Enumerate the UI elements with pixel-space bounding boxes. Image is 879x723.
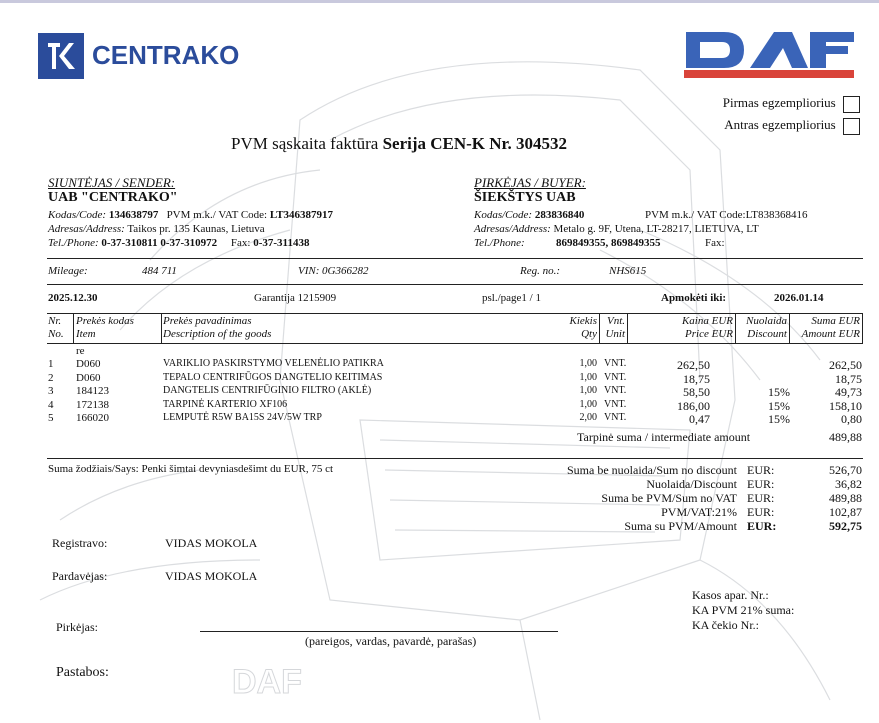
sender-address-label: Adresas/Address: [48, 223, 125, 235]
th-code-lt: Prekės kodas [76, 315, 134, 327]
th-disc-en: Discount [747, 328, 787, 340]
cell-code: 166020 [76, 412, 109, 424]
th-code-en: Item [76, 328, 96, 340]
cell-sum: 262,50 [829, 358, 862, 372]
due-label: Apmokėti iki: [661, 292, 727, 304]
total-cur: EUR: [747, 519, 777, 533]
th-qty-lt: Kiekis [569, 315, 597, 327]
buyer-fax-label: Fax: [705, 237, 725, 249]
cell-price: 186,00 [677, 398, 710, 413]
cell-desc: DANGTELIS CENTRIFŪGINIO FILTRO (AKLĖ) [163, 385, 372, 396]
cell-code: D060 [76, 371, 101, 384]
invoice-series: Serija CEN-K Nr. 304532 [382, 134, 568, 153]
total-label: Nuolaida/Discount [646, 477, 737, 491]
total-cur: EUR: [747, 491, 775, 505]
registered-label: Registravo: [52, 536, 108, 550]
total-value: 526,70 [829, 463, 862, 477]
cell-unit: VNT. [604, 412, 627, 423]
sender-phone-label: Tel./Phone: [48, 237, 99, 249]
seller-name: VIDAS MOKOLA [165, 569, 258, 583]
centrako-emblem-icon [38, 33, 84, 79]
buyer-code-line [474, 209, 584, 221]
th-disc-lt: Nuolaida [746, 315, 787, 327]
th-sum-en: Amount EUR [801, 328, 860, 340]
buyer-vat: LT838368416 [745, 209, 808, 221]
daf-watermark: DAF [232, 663, 302, 701]
buyer-vat-label: PVM m.k./ VAT Code: [645, 209, 746, 221]
col-sep-7 [862, 313, 863, 343]
cell-qty: 1,00 [579, 385, 597, 396]
copy-second [724, 117, 860, 135]
sender-code-line [48, 209, 333, 221]
cell-sum: 158,10 [829, 398, 862, 413]
th-nr-en: No. [48, 328, 64, 340]
table-header-bottom [47, 343, 863, 344]
cell-desc: LEMPUTĖ R5W BA15S 24V/5W TRP [163, 412, 322, 423]
sender-address: Taikos pr. 135 Kaunas, Lietuva [127, 223, 265, 235]
cell-unit: VNT. [604, 385, 627, 396]
invoice-date: 2025.12.30 [48, 292, 98, 304]
copy-second-checkbox[interactable] [843, 118, 860, 135]
buyer-phone-line [474, 237, 525, 249]
seller-label: Pardavėjas: [52, 569, 108, 583]
total-label: Suma be nuolaida/Sum no discount [567, 463, 737, 477]
buyer-sign-label: Pirkėjas: [56, 620, 98, 634]
cell-nr: 3 [48, 385, 54, 397]
sender-phone-line [48, 237, 309, 249]
cash-register-nr: Kasos apar. Nr.: [692, 588, 769, 602]
th-price-en: Price EUR [685, 328, 733, 340]
sum-words-value: Penki šimtai devyniasdešimt du EUR, 75 ct [141, 463, 334, 475]
due-date: 2026.01.14 [774, 292, 824, 304]
buyer-signature-hint: (pareigos, vardas, pavardė, parašas) [305, 634, 477, 648]
cell-disc: 15% [768, 412, 790, 426]
cell-disc: 15% [768, 398, 790, 413]
cell-sum: 49,73 [835, 385, 862, 399]
buyer-address-line [474, 223, 759, 235]
total-label: PVM/VAT:21% [661, 505, 737, 519]
cell-qty: 2,00 [579, 412, 597, 423]
sender-fax: 0-37-311438 [253, 237, 310, 249]
buyer-heading: PIRKĖJAS / BUYER: [474, 175, 586, 190]
cell-sum: 0,80 [841, 412, 862, 426]
col-sep-4 [627, 313, 628, 343]
cash-register-vat: KA PVM 21% suma: [692, 603, 795, 617]
th-qty-en: Qty [581, 328, 597, 340]
buyer-address-label: Adresas/Address: [474, 223, 551, 235]
cell-code: 172138 [76, 398, 109, 411]
buyer-signature-line[interactable] [200, 631, 558, 632]
cell-qty: 1,00 [579, 371, 597, 383]
reg-label: Reg. no.: [520, 265, 561, 277]
notes-label: Pastabos: [56, 665, 109, 680]
sender-address-line [48, 223, 265, 235]
sender-code: 134638797 [108, 209, 159, 221]
cell-price: 262,50 [677, 358, 710, 372]
cell-sum: 18,75 [835, 371, 862, 386]
divider-1 [47, 258, 863, 259]
cell-nr: 4 [48, 398, 54, 411]
sender-vat-label: PVM m.k./ VAT Code: [166, 209, 268, 221]
divider-3 [47, 458, 863, 459]
invoice-title [231, 134, 567, 154]
cell-nr: 1 [48, 358, 54, 370]
mileage-value: 484 711 [142, 265, 177, 277]
sender-phone: 0-37-310811 0-37-310972 [101, 237, 218, 249]
th-desc-lt: Prekės pavadinimas [163, 315, 252, 327]
total-cur: EUR: [747, 463, 775, 477]
sum-words [48, 463, 333, 475]
buyer-code: 283836840 [534, 209, 585, 221]
cell-code: 184123 [76, 385, 109, 397]
cell-desc: TEPALO CENTRIFŪGOS DANGTELIO KEITIMAS [163, 371, 383, 383]
cell-price: 58,50 [683, 385, 710, 399]
th-sum-lt: Suma EUR [811, 315, 860, 327]
sender-name: UAB "CENTRAKO" [48, 190, 178, 205]
table-header-top [47, 313, 863, 314]
th-unit-lt: Vnt. [606, 315, 625, 327]
buyer-vat-line [645, 209, 808, 221]
invoice-title-prefix: PVM sąskaita faktūra [231, 134, 379, 153]
total-label: Suma be PVM/Sum no VAT [601, 491, 737, 505]
buyer-name: ŠIEKŠTYS UAB [474, 190, 576, 205]
total-value: 592,75 [829, 519, 862, 533]
cell-nr: 2 [48, 371, 54, 384]
copy-first-checkbox[interactable] [843, 96, 860, 113]
sender-vat: LT346387917 [269, 209, 334, 221]
cell-nr: 5 [48, 412, 54, 424]
buyer-phone-label: Tel./Phone: [474, 237, 525, 249]
col-sep-2 [161, 313, 162, 343]
total-value: 102,87 [829, 505, 862, 519]
buyer-phone: 869849355, 869849355 [556, 237, 661, 249]
cell-code: D060 [76, 358, 101, 370]
total-label: Suma su PVM/Amount [624, 519, 737, 533]
pre-note: re [76, 345, 85, 357]
th-nr-lt: Nr. [48, 315, 62, 327]
mileage-label: Mileage: [48, 265, 88, 277]
cell-price: 18,75 [683, 371, 710, 386]
total-value: 36,82 [835, 477, 862, 491]
cell-price: 0,47 [689, 412, 710, 426]
cell-qty: 1,00 [579, 398, 597, 410]
cell-qty: 1,00 [579, 358, 597, 369]
col-sep-1 [73, 313, 74, 343]
total-value: 489,88 [829, 491, 862, 505]
th-unit-en: Unit [605, 328, 625, 340]
th-price-lt: Kaina EUR [681, 315, 733, 327]
cash-register-receipt: KA čekio Nr.: [692, 618, 759, 632]
sum-words-label: Suma žodžiais/Says: [48, 463, 139, 475]
daf-emblem-icon [684, 30, 856, 80]
vin-value: 0G366282 [322, 265, 369, 277]
sender-heading: SIUNTĖJAS / SENDER: [48, 175, 176, 190]
copy-first-label: Pirmas egzempliorius [722, 95, 836, 110]
buyer-code-label: Kodas/Code: [474, 209, 533, 221]
divider-2 [47, 284, 863, 285]
cell-unit: VNT. [604, 358, 627, 369]
daf-logo [684, 30, 856, 85]
intermediate-label: Tarpinė suma / intermediate amount [577, 430, 751, 444]
cell-disc: 15% [768, 385, 790, 399]
vin-label: VIN: [298, 265, 320, 277]
intermediate-value: 489,88 [829, 430, 862, 444]
cell-unit: VNT. [604, 371, 627, 383]
cell-desc: TARPINĖ KARTERIO XF106 [163, 398, 288, 410]
sender-code-label: Kodas/Code: [48, 209, 107, 221]
centrako-logo-text: CENTRAKO [92, 40, 240, 70]
page-indicator: psl./page1 / 1 [482, 292, 541, 304]
cell-unit: VNT. [604, 398, 627, 410]
total-cur: EUR: [747, 505, 775, 519]
sender-fax-label: Fax: [230, 237, 251, 249]
registered-name: VIDAS MOKOLA [165, 536, 258, 550]
copy-first [723, 95, 860, 113]
cell-desc: VARIKLIO PASKIRSTYMO VELENĖLIO PATIKRA [163, 358, 384, 369]
reg-value: NHS615 [609, 265, 647, 277]
warranty: Garantija 1215909 [254, 292, 337, 304]
buyer-address: Metalo g. 9F, Utena, LT-28217, LIETUVA, LT [553, 223, 759, 235]
th-desc-en: Description of the goods [163, 328, 272, 340]
total-cur: EUR: [747, 477, 775, 491]
copy-second-label: Antras egzempliorius [724, 117, 836, 132]
